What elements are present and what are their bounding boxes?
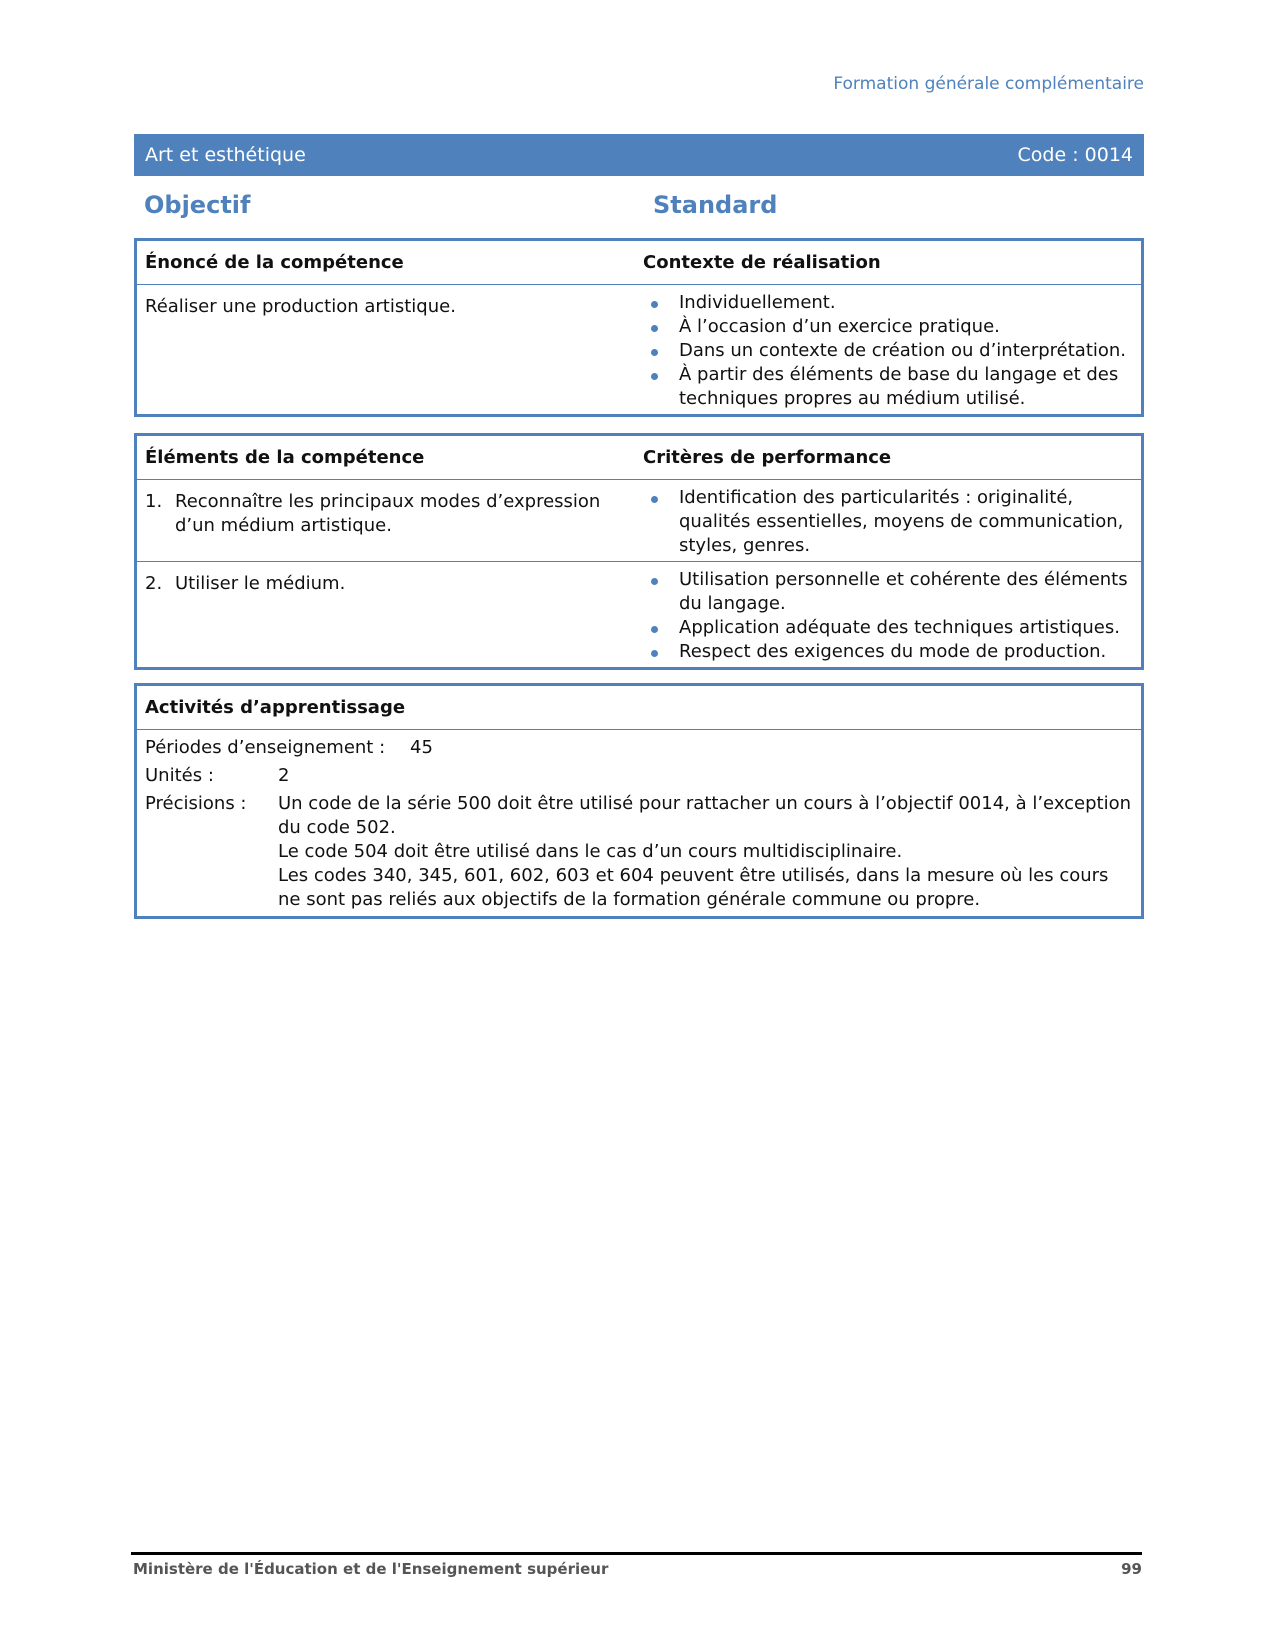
context-item: Individuellement.: [643, 291, 1133, 315]
activities-table: [134, 683, 1144, 919]
element-number: 1.: [145, 491, 163, 512]
context-item: Dans un contexte de création ou d’interprétation.: [643, 339, 1133, 363]
element-item: [145, 572, 627, 596]
precision-item: Un code de la série 500 doit être utilisé pour rattacher un cours à l’objectif 0014, à l’exception du code 502.: [278, 793, 1132, 838]
competence-table: [134, 238, 1144, 417]
periods-row: [145, 736, 1133, 760]
competence-statement: Réaliser une production artistique.: [145, 296, 456, 317]
periods-label: Périodes d’enseignement :: [145, 737, 386, 758]
footer-ministry: Ministère de l'Éducation et de l'Enseignement supérieur: [133, 1560, 609, 1578]
context-list: [643, 291, 1133, 411]
units-row: [145, 764, 1133, 788]
objectif-heading: Objectif: [144, 191, 251, 219]
activities-body: [137, 730, 1141, 916]
criteria-item: Utilisation personnelle et cohérente des éléments du langage.: [643, 568, 1133, 616]
precisions-row: [145, 792, 1133, 912]
competence-table-header: [137, 241, 1141, 284]
competence-table-row: [137, 284, 1141, 414]
standard-heading: Standard: [653, 191, 778, 219]
table-row: [137, 561, 1141, 667]
activities-header: Activités d’apprentissage: [137, 686, 1141, 730]
criteria-item: Application adéquate des techniques artistiques.: [643, 616, 1133, 640]
context-item: À l’occasion d’un exercice pratique.: [643, 315, 1133, 339]
criteria-list: [643, 486, 1133, 558]
elements-table: [134, 433, 1144, 670]
criteria-item: Identification des particularités : originalité, qualités essentielles, moyens de communication, styles, genres.: [643, 486, 1133, 558]
statement-header: Énoncé de la compétence: [145, 251, 404, 273]
table-row: [137, 479, 1141, 561]
footer-divider: [131, 1552, 1142, 1555]
element-item: [145, 490, 627, 538]
elements-table-header: [137, 436, 1141, 479]
precision-item: Les codes 340, 345, 601, 602, 603 et 604 peuvent être utilisés, dans la mesure où les cours ne sont pas reliés aux objectifs de la formation générale commune ou propre.: [278, 865, 1109, 910]
page-number: 99: [1121, 1560, 1142, 1578]
context-item: À partir des éléments de base du langage et des techniques propres au médium utilisé.: [643, 363, 1133, 411]
course-title-band: [134, 134, 1144, 176]
criteria-header: Critères de performance: [643, 446, 892, 468]
units-value: 2: [278, 765, 290, 786]
units-label: Unités :: [145, 765, 214, 786]
course-code: Code : 0014: [1017, 144, 1133, 166]
course-title: Art et esthétique: [145, 144, 306, 166]
precisions-label: Précisions :: [145, 793, 247, 814]
periods-value: 45: [410, 737, 433, 758]
elements-header: Éléments de la compétence: [145, 446, 425, 468]
precision-item: Le code 504 doit être utilisé dans le cas d’un cours multidisciplinaire.: [278, 841, 903, 862]
element-text: Utiliser le médium.: [175, 573, 346, 594]
criteria-list: [643, 568, 1133, 664]
program-header: Formation générale complémentaire: [833, 74, 1144, 94]
context-header: Contexte de réalisation: [643, 251, 881, 273]
element-number: 2.: [145, 573, 163, 594]
element-text: Reconnaître les principaux modes d’expression d’un médium artistique.: [175, 491, 601, 536]
criteria-item: Respect des exigences du mode de production.: [643, 640, 1133, 664]
